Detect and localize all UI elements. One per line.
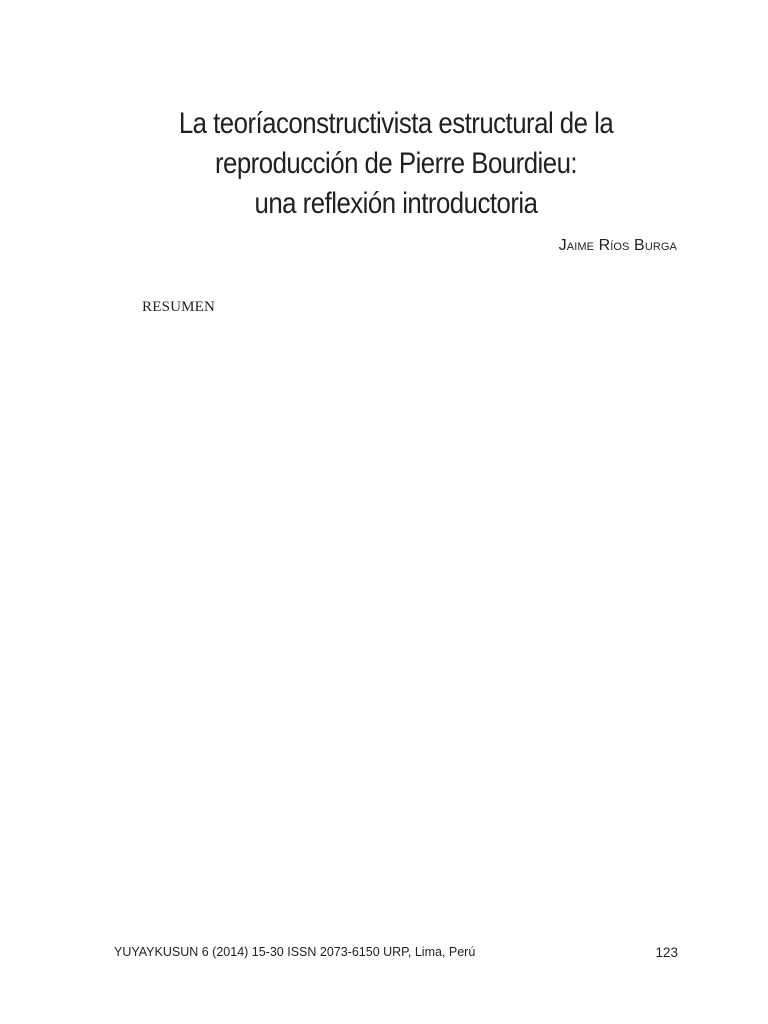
abstract-heading: RESUMEN <box>142 299 216 315</box>
article-title-line-2: reproducción de Pierre Bourdieu: <box>214 147 578 180</box>
author-name: Jaime Ríos Burga <box>558 237 677 254</box>
article-title-line-1: La teoríaconstructivista estructural de la <box>178 107 614 140</box>
journal-citation: YUYAYKUSUN 6 (2014) 15-30 ISSN 2073-6150 URP, Lima, Perú <box>114 945 476 959</box>
page-footer <box>114 945 678 965</box>
page-number: 123 <box>655 945 678 960</box>
article-title <box>141 104 650 224</box>
article-title-line-3: una reflexión introductoria <box>254 187 538 220</box>
